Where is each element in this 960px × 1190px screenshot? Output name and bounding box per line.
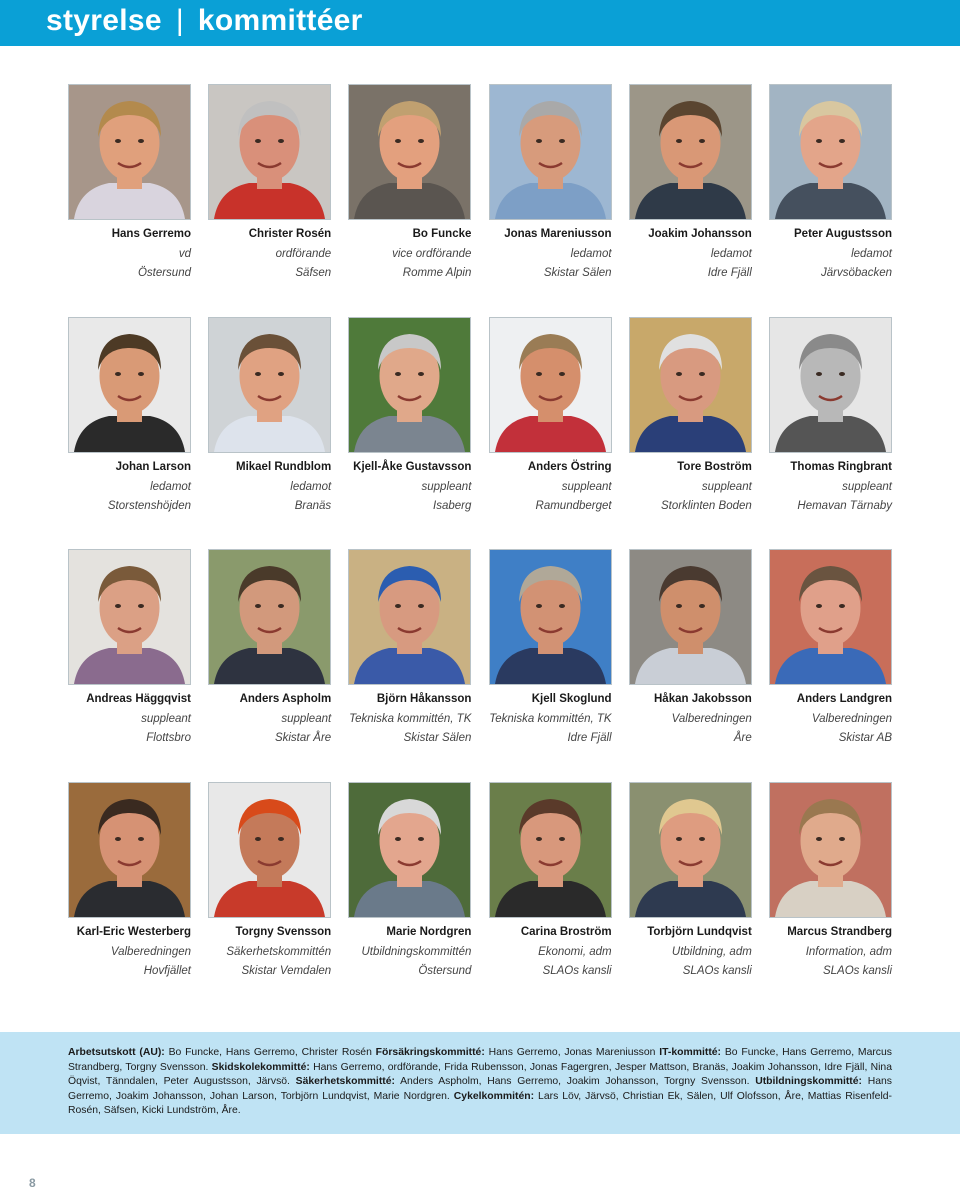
person-org: Idre Fjäll [567,732,612,744]
person-name: Jonas Mareniusson [504,228,612,240]
person-name: Thomas Ringbrant [790,460,892,473]
title-styrelse: styrelse [46,4,162,37]
page-number: 8 [29,1176,36,1190]
person-role: suppleant [561,480,612,493]
committee-label: Säkerhetskommitté: [295,1076,395,1088]
person-name: Björn Håkansson [376,693,472,705]
person-org: Skistar AB [838,732,892,744]
person-role: vice ordförande [392,248,472,260]
committee-members: Hans Gerremo, Jonas Mareniusson [484,1047,660,1058]
person-org: Storklinten Boden [661,499,752,512]
person-role: Information, adm [805,945,892,958]
person-name: Kjell Skoglund [531,693,612,705]
person-org: SLAOs kansli [682,964,752,977]
person-role: Valberedningen [811,713,892,725]
portrait-photo [629,782,752,918]
portrait-photo [489,782,612,918]
person-org: Romme Alpin [402,267,472,279]
person-org: Säfsen [295,267,332,279]
person-role: Utbildning, adm [671,945,752,958]
portrait-photo [208,317,331,453]
person-org: Östersund [418,964,472,977]
person-name: Anders Östring [527,460,612,473]
page-title [46,4,363,38]
person-org: Flottsbro [146,732,191,744]
person-role: ledamot [290,480,332,493]
person-role: Ekonomi, adm [538,945,612,958]
person-name: Hans Gerremo [111,228,191,240]
portrait-photo [489,317,612,453]
committee-members: Bo Funcke, Hans Gerremo, Christer Rosén [164,1047,376,1058]
person-org: Ramundberget [535,499,612,512]
person-role: Tekniska kommittén, TK [349,713,472,725]
person-name: Mikael Rundblom [235,460,332,473]
person-role: suppleant [701,480,752,493]
committee-members: Anders Aspholm, Hans Gerremo, Joakim Johansson, Torgny Svensson. [394,1076,756,1088]
person-role: Tekniska kommittén, TK [489,713,612,725]
committee-label: Försäkringskommitté: [375,1047,485,1058]
portrait-photo [769,549,892,685]
page-header [0,0,960,46]
person-name: Christer Rosén [248,228,332,240]
portrait-photo [489,84,612,220]
person-org: Idre Fjäll [707,267,752,279]
person-role: ledamot [150,480,191,493]
person-org: Järvsöbacken [821,267,892,279]
person-name: Marie Nordgren [386,925,472,938]
portrait-photo [348,549,471,685]
committee-label: Cykelkommitén: [453,1090,535,1102]
person-org: Skistar Sälen [403,732,472,744]
person-role: suppleant [281,713,332,725]
person-org: Hemavan Tärnaby [797,499,892,512]
person-role: suppleant [141,713,191,725]
portrait-photo [208,84,331,220]
portrait-photo [68,317,191,453]
person-role: Valberedningen [671,713,752,725]
person-role: ledamot [710,248,752,260]
committee-label: Skidskolekommitté: [211,1061,310,1073]
person-org: Skistar Sälen [543,267,612,279]
person-role: ledamot [851,248,892,260]
portrait-photo [629,549,752,685]
title-kommitteer: kommittéer [197,4,363,37]
person-org: Isaberg [433,499,472,512]
person-name: Marcus Strandberg [787,925,892,938]
committee-label: Arbetsutskott (AU): [68,1047,165,1058]
person-name: Bo Funcke [412,228,472,240]
person-name: Torgny Svensson [235,925,332,938]
person-org: Storstenshöjden [107,499,191,512]
portrait-photo [629,317,752,453]
person-name: Anders Landgren [796,693,892,705]
person-name: Andreas Häggqvist [86,693,191,705]
person-org: SLAOs kansli [822,964,892,977]
committee-members: Lars Löv, Järvsö, Christian Ek, Sälen, Ulf Olofsson, Åre, Mattias Risenfeld-Rosén, Säfsen, Kicki Lundström, Åre. [68,1090,892,1117]
person-role: Säkerhetskommittén [226,945,332,958]
person-role: suppleant [842,480,892,493]
portrait-photo [68,549,191,685]
person-name: Karl-Eric Westerberg [76,925,191,938]
person-role: Valberedningen [110,945,191,958]
person-role: Utbildningskommittén [361,945,472,958]
portrait-photo [68,84,191,220]
person-org: Skistar Vemdalen [241,964,332,977]
portrait-photo [68,782,191,918]
person-name: Håkan Jakobsson [654,693,752,705]
person-name: Kjell-Åke Gustavsson [353,460,472,473]
committee-members: Hans Gerremo, Joakim Johansson, Johan Larson, Torbjörn Lundqvist, Marie Nordgren. [68,1076,892,1102]
person-org: Hovfjället [143,964,191,977]
title-separator: | [175,4,184,37]
portrait-photo [489,549,612,685]
person-name: Peter Augustsson [794,228,892,240]
person-role: suppleant [421,480,472,493]
person-name: Torbjörn Lundqvist [647,925,752,938]
committee-members: Hans Gerremo, ordförande, Frida Rubensson, Jonas Fagergren, Jesper Mattson, Branäs, Joakim Johansson, Idre Fjäll, Nina Öqvist, Tänndalen, Peter Augustsson, Järvsö. [68,1061,892,1088]
person-role: ledamot [570,248,612,260]
person-role: ordförande [275,248,332,260]
person-name: Carina Broström [520,925,612,938]
portrait-photo [208,549,331,685]
portrait-photo [348,782,471,918]
person-org: Åre [733,732,752,744]
portrait-photo [348,84,471,220]
person-name: Tore Boström [677,460,752,473]
person-org: Skistar Åre [274,732,332,744]
person-org: SLAOs kansli [542,964,612,977]
person-name: Anders Aspholm [239,693,332,705]
committee-text [68,1046,892,1119]
portrait-photo [769,782,892,918]
portrait-photo [629,84,752,220]
person-role: vd [178,248,191,260]
committee-box [0,1032,960,1134]
committee-label: IT-kommitté: [659,1047,722,1058]
committee-members: Bo Funcke, Hans Gerremo, Marcus Strandberg, Torgny Svensson. [68,1047,892,1073]
portrait-photo [348,317,471,453]
portrait-photo [769,317,892,453]
person-org: Östersund [137,267,191,279]
portrait-photo [769,84,892,220]
portrait-photo [208,782,331,918]
committee-label: Utbildningskommitté: [755,1076,863,1088]
person-name: Joakim Johansson [648,228,752,240]
person-org: Branäs [294,499,332,512]
person-name: Johan Larson [115,460,191,473]
